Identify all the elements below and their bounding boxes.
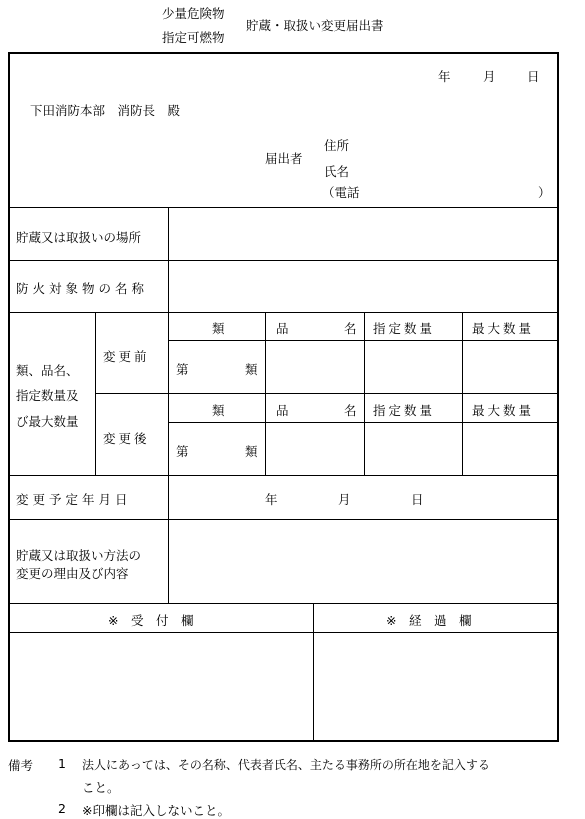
vline-bottom-split xyxy=(313,603,314,741)
note-1-continuation: こと。 xyxy=(82,780,120,795)
note-2-text: ※印欄は記入しないこと。 xyxy=(82,803,230,818)
progress-label: ※ 経 過 欄 xyxy=(386,613,472,628)
vline-item-col xyxy=(265,312,266,475)
quantity-label-1: 類、品名、 xyxy=(16,363,79,378)
hline-7 xyxy=(8,632,559,633)
hline-mid xyxy=(95,393,559,394)
col-item2-after: 名 xyxy=(344,403,357,418)
col-max-after: 最大数量 xyxy=(472,403,535,418)
reception-label: ※ 受 付 欄 xyxy=(108,613,194,628)
schedule-year: 年 xyxy=(265,492,278,507)
date-year: 年 xyxy=(438,69,451,84)
vline-max-col xyxy=(462,312,463,475)
quantity-label-2: 指定数量及 xyxy=(16,388,79,403)
after-label: 変更後 xyxy=(103,431,150,446)
quantity-label-3: び最大数量 xyxy=(16,414,79,429)
addressee: 下田消防本部 消防長 殿 xyxy=(30,103,181,118)
col-item-before: 品 xyxy=(276,321,289,336)
notes-prefix: 備考 xyxy=(8,758,34,773)
note-1-text: 法人にあっては、その名称、代表者氏名、主たる事務所の所在地を記入する xyxy=(82,758,490,772)
location-label: 貯蔵又は取扱いの場所 xyxy=(16,230,142,245)
col-max-before: 最大数量 xyxy=(472,321,535,336)
schedule-label: 変更予定年月日 xyxy=(16,492,132,507)
col-spec-after: 指定数量 xyxy=(373,403,436,418)
form-title: 貯蔵・取扱い変更届出書 xyxy=(246,18,384,33)
category-bottom: 指定可燃物 xyxy=(162,30,225,45)
vline-label-col xyxy=(168,207,169,603)
vline-before-after-col xyxy=(95,312,96,475)
hline-1 xyxy=(8,207,559,208)
hline-4 xyxy=(8,475,559,476)
reason-label-1: 貯蔵又は取扱い方法の xyxy=(16,548,142,563)
note-2-number: 2 xyxy=(58,801,66,816)
class-prefix-before: 第 xyxy=(176,362,189,377)
hline-5 xyxy=(8,519,559,520)
class-suffix-before: 類 xyxy=(245,362,258,377)
hline-6 xyxy=(8,603,559,604)
notifier-name-label: 氏名 xyxy=(324,164,350,179)
notifier-address-label: 住所 xyxy=(324,138,350,153)
date-month: 月 xyxy=(483,69,496,84)
hline-2 xyxy=(8,260,559,261)
col-class-before: 類 xyxy=(212,321,225,336)
col-class-after: 類 xyxy=(212,403,225,418)
date-day: 日 xyxy=(527,69,540,84)
target-name-label: 防火対象物の名称 xyxy=(16,281,149,296)
col-item-after: 品 xyxy=(276,403,289,418)
reason-label-2: 変更の理由及び内容 xyxy=(16,566,129,581)
col-item2-before: 名 xyxy=(344,321,357,336)
schedule-month: 月 xyxy=(338,492,351,507)
hline-3 xyxy=(8,312,559,313)
note-1-number: 1 xyxy=(58,756,66,771)
notifier-phone-open: （電話 xyxy=(322,185,360,200)
class-prefix-after: 第 xyxy=(176,444,189,459)
category-top: 少量危険物 xyxy=(162,6,225,21)
notifier-phone-close: ） xyxy=(538,185,551,200)
class-suffix-after: 類 xyxy=(245,444,258,459)
schedule-day: 日 xyxy=(411,492,424,507)
col-spec-before: 指定数量 xyxy=(373,321,436,336)
notifier-label: 届出者 xyxy=(265,151,303,166)
vline-spec-col xyxy=(364,312,365,475)
before-label: 変更前 xyxy=(103,349,150,364)
